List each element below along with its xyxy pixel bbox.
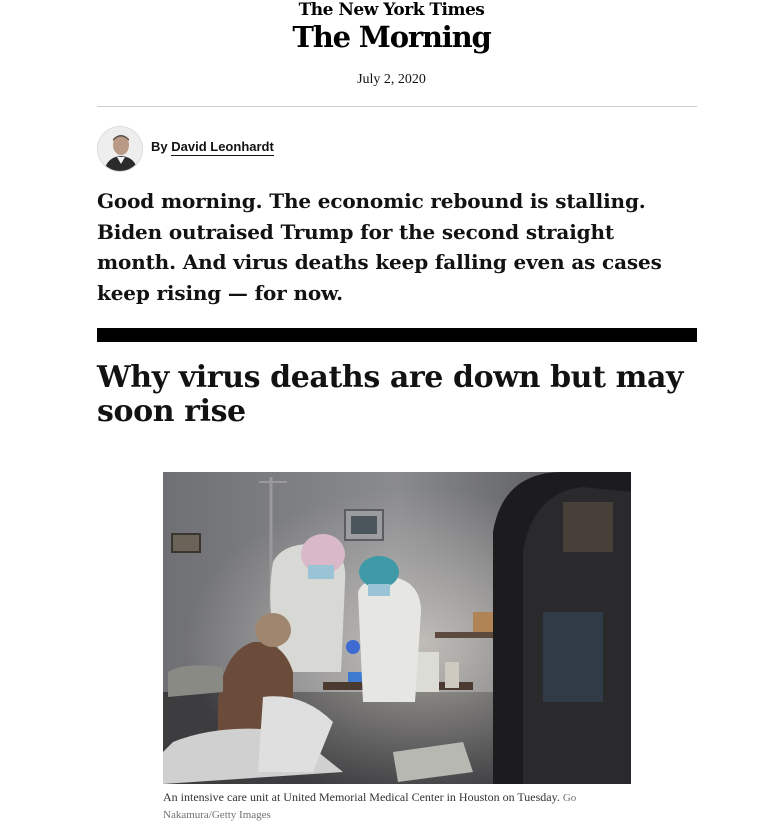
author-photo bbox=[98, 127, 143, 172]
caption-text: An intensive care unit at United Memorial Medical Center in Houston on Tuesday. bbox=[163, 790, 560, 804]
byline-prefix: By bbox=[151, 139, 168, 154]
photo-credit: Go Nakamura/Getty Images bbox=[163, 792, 577, 821]
article-photo[interactable] bbox=[163, 472, 631, 784]
nyt-logo[interactable]: The New York Times bbox=[298, 0, 485, 20]
intro-paragraph: Good morning. The economic rebound is stalling. Biden outraised Trump for the second straight month. And virus deaths keep falling even as cases keep rising — for now. bbox=[97, 189, 662, 305]
header-divider bbox=[97, 106, 697, 107]
icu-photo-illustration bbox=[163, 472, 631, 784]
newsletter-date: July 2, 2020 bbox=[357, 72, 426, 87]
author-avatar[interactable] bbox=[97, 126, 143, 172]
photo-caption bbox=[163, 789, 633, 823]
byline bbox=[151, 139, 274, 154]
author-link[interactable]: David Leonhardt bbox=[171, 139, 274, 154]
newsletter-title: The Morning bbox=[292, 20, 491, 54]
article-headline[interactable]: Why virus deaths are down but may soon rise bbox=[97, 360, 684, 429]
section-divider bbox=[97, 328, 697, 342]
